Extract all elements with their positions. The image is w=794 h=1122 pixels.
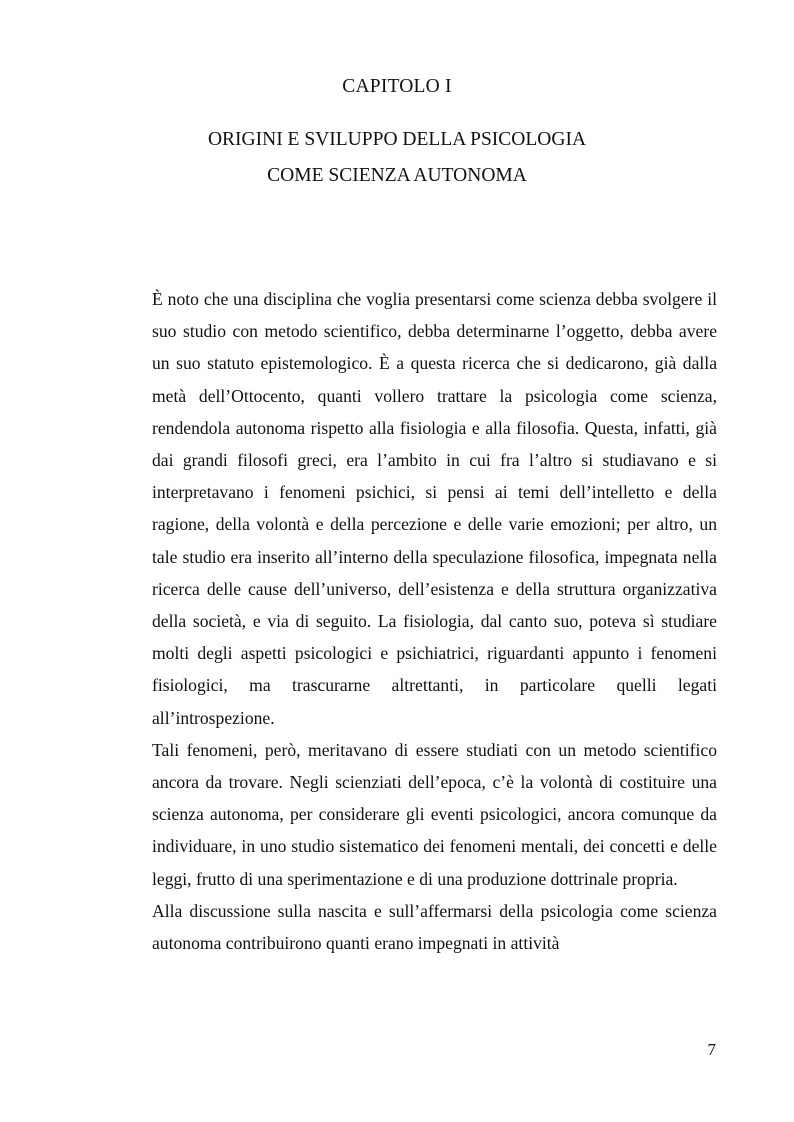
page-number: 7 [707,1040,716,1059]
chapter-title [0,122,794,194]
chapter-title-line-2: COME SCIENZA AUTONOMA [267,165,527,186]
paragraph-2: Tali fenomeni, però, meritavano di essere studiati con un metodo scientifico ancora da trovare. Negli scienziati dell’epoca, c’è la volontà di costituire una scienza autonoma, per considerare gli eventi psicologici, ancora comunque da individuare, in uno studio sistematico dei fenomeni mentali, dei concetti e delle leggi, frutto di una sperimentazione e di una produzione dottrinale propria. [152,739,717,889]
paragraph-1: È noto che una disciplina che voglia presentarsi come scienza debba svolgere il suo studio con metodo scientifico, debba determinarne l’oggetto, debba avere un suo statuto epistemologico. È a questa ricerca che si dedicarono, già dalla metà dell’Ottocento, quanti vollero trattare la psicologia come scienza, rendendola autonoma rispetto alla fisiologia e alla filosofia. Questa, infatti, già dai grandi filosofi greci, era l’ambito in cui fra l’altro si studiavano e si interpretavano i fenomeni psichici, si pensi ai temi dell’intelletto e della ragione, della volontà e della percezione e delle varie emozioni; per altro, un tale studio era inserito all’interno della speculazione filosofica, impegnata nella ricerca delle cause dell’universo, dell’esistenza e della struttura organizzativa della società, e via di seguito. La fisiologia, dal canto suo, poteva sì studiare molti degli aspetti psicologici e psichiatrici, riguardanti appunto i fenomeni fisiologici, ma trascurarne altrettanti, in particolare quelli legati all’introspezione. [152,289,717,728]
chapter-title-line-1: ORIGINI E SVILUPPO DELLA PSICOLOGIA [207,129,587,150]
paragraph-3: Alla discussione sulla nascita e sull’affermarsi della psicologia come scienza autonoma contribuirono quanti erano impegnati in attività [152,900,717,954]
chapter-label: CAPITOLO I [342,76,452,97]
body-text [152,283,717,959]
